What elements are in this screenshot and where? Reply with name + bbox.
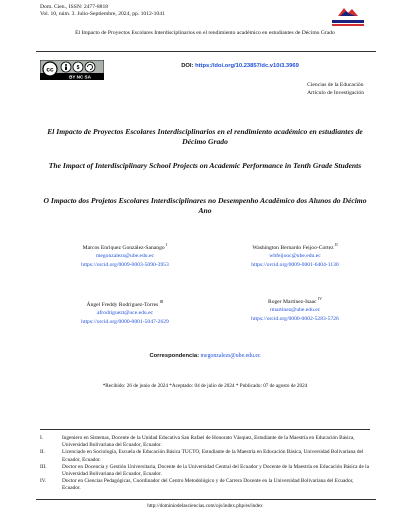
journal-issn: Dom. Cien., ISSN: 2477-8818 <box>40 4 109 10</box>
affiliations-list <box>40 435 370 493</box>
doi-link[interactable]: https://doi.org/10.23857/dc.v10i3.3969 <box>195 63 299 69</box>
running-title: El Impacto de Proyectos Escolares Interdisciplinarios en el rendimiento académico en estudiantes de Décimo Grado <box>75 30 335 36</box>
svg-text:$: $ <box>76 65 80 71</box>
publication-dates: *Recibido: 26 de junio de 2024 *Aceptado: 04 de julio de 2024 * Publicado: 07 de agosto de 2024 <box>102 383 308 389</box>
author-block <box>210 241 380 269</box>
author-email[interactable]: afrodriguezt@uce.edu.ec <box>96 310 154 317</box>
author-email[interactable]: megonzalezs@ube.edu.ec <box>96 253 154 260</box>
article-section <box>307 81 364 97</box>
title-english: The Impact of Interdisciplinary School Projects on Academic Performance in Tenth Grade Students <box>48 161 362 170</box>
author-email[interactable]: rmartinez@ube.edu.ec <box>269 307 321 314</box>
correspondence-email[interactable]: megonzalezs@ube.edu.ec <box>200 353 261 359</box>
section-area: Ciencias de la Educación <box>307 82 364 88</box>
author-name: Marcos Enriquez González-Sanango $^I$ <box>82 243 168 251</box>
doi-line <box>110 63 370 69</box>
author-orcid[interactable]: https://orcid.org/0009-0003-5090-3953 <box>81 261 169 268</box>
author-orcid[interactable]: https://orcid.org/0009-0001-6404-1130 <box>251 261 339 268</box>
author-block <box>210 295 380 323</box>
svg-text:cc: cc <box>46 66 54 74</box>
footer-divider <box>36 499 376 500</box>
journal-logo <box>330 4 366 30</box>
title-portuguese: O Impacto dos Projetos Escolares Interdisciplinares no Desempenho Acadêmico dos Alunos do Décimo Ano <box>43 196 367 215</box>
author-name: Washington Bernardo Feijoo-Cortez $^{II}$ <box>252 243 338 251</box>
affiliation-item: I. Ingeniero en Sistemas, Docente de la Unidad Educativa San Rafael de Honorato Vásquez, Estudiante de la Maestría en Educación Básica, Universidad Bolivariana del Ecuador, Ecuador. <box>40 435 355 449</box>
cc-license-text: BY NC SA <box>69 74 91 80</box>
header-divider <box>36 51 376 52</box>
author-email[interactable]: wbfeijooc@ube.edu.ec <box>269 253 321 260</box>
affiliation-item: III. Doctor en Docencia y Gestión Universitaria, Docente de la Universidad Central del Ecuador y Docente de la Maestría en Educación Básica de la Universidad Bolivariana del Ecuador, Ecuador. <box>40 463 369 478</box>
doi-label: DOI: <box>181 63 194 69</box>
author-block <box>40 298 210 326</box>
author-orcid[interactable]: https://orcid.org/0000-0002-5283-5726 <box>251 315 339 322</box>
section-type: Artículo de Investigación <box>307 90 364 96</box>
correspondence-label: Correspondencia: <box>149 353 200 359</box>
author-name: Ángel Freddy Rodríguez-Torres $^{III}$ <box>86 300 164 308</box>
journal-volume: Vol. 10, núm. 3. Julio-Septiembre, 2024, pp. 1012-1041 <box>40 11 165 18</box>
author-block <box>40 241 210 269</box>
title-spanish: El Impacto de Proyectos Escolares Interdisciplinarios en el rendimiento académico en estudiantes de Décimo Grado <box>47 127 363 146</box>
footer-url[interactable]: http://dominiodelasciencias.com/ojs/index.php/es/index <box>147 503 263 509</box>
affiliation-item: IV. Doctor en Ciencias Pedagógicas, Coordinador del Centro Metodológico y de Carrera Docente en la Universidad Bolivariana del Ecuador, Ecuador. <box>40 478 354 492</box>
affiliations-divider <box>40 429 370 430</box>
cc-license-badge <box>40 60 104 80</box>
affiliation-item: II. Licenciado en Sociología, Escuela de Educación Básica TUCTO, Estudiante de la Maestría en Educación Básica, Universidad Bolivariana del Ecuador, Ecuador. <box>40 449 364 463</box>
journal-meta <box>40 4 165 19</box>
author-orcid[interactable]: https://orcid.org/0000-0001-5047-2629 <box>81 318 169 325</box>
correspondence <box>40 353 370 359</box>
author-name: Roger Martínez-Isaac $^{IV}$ <box>267 297 323 305</box>
